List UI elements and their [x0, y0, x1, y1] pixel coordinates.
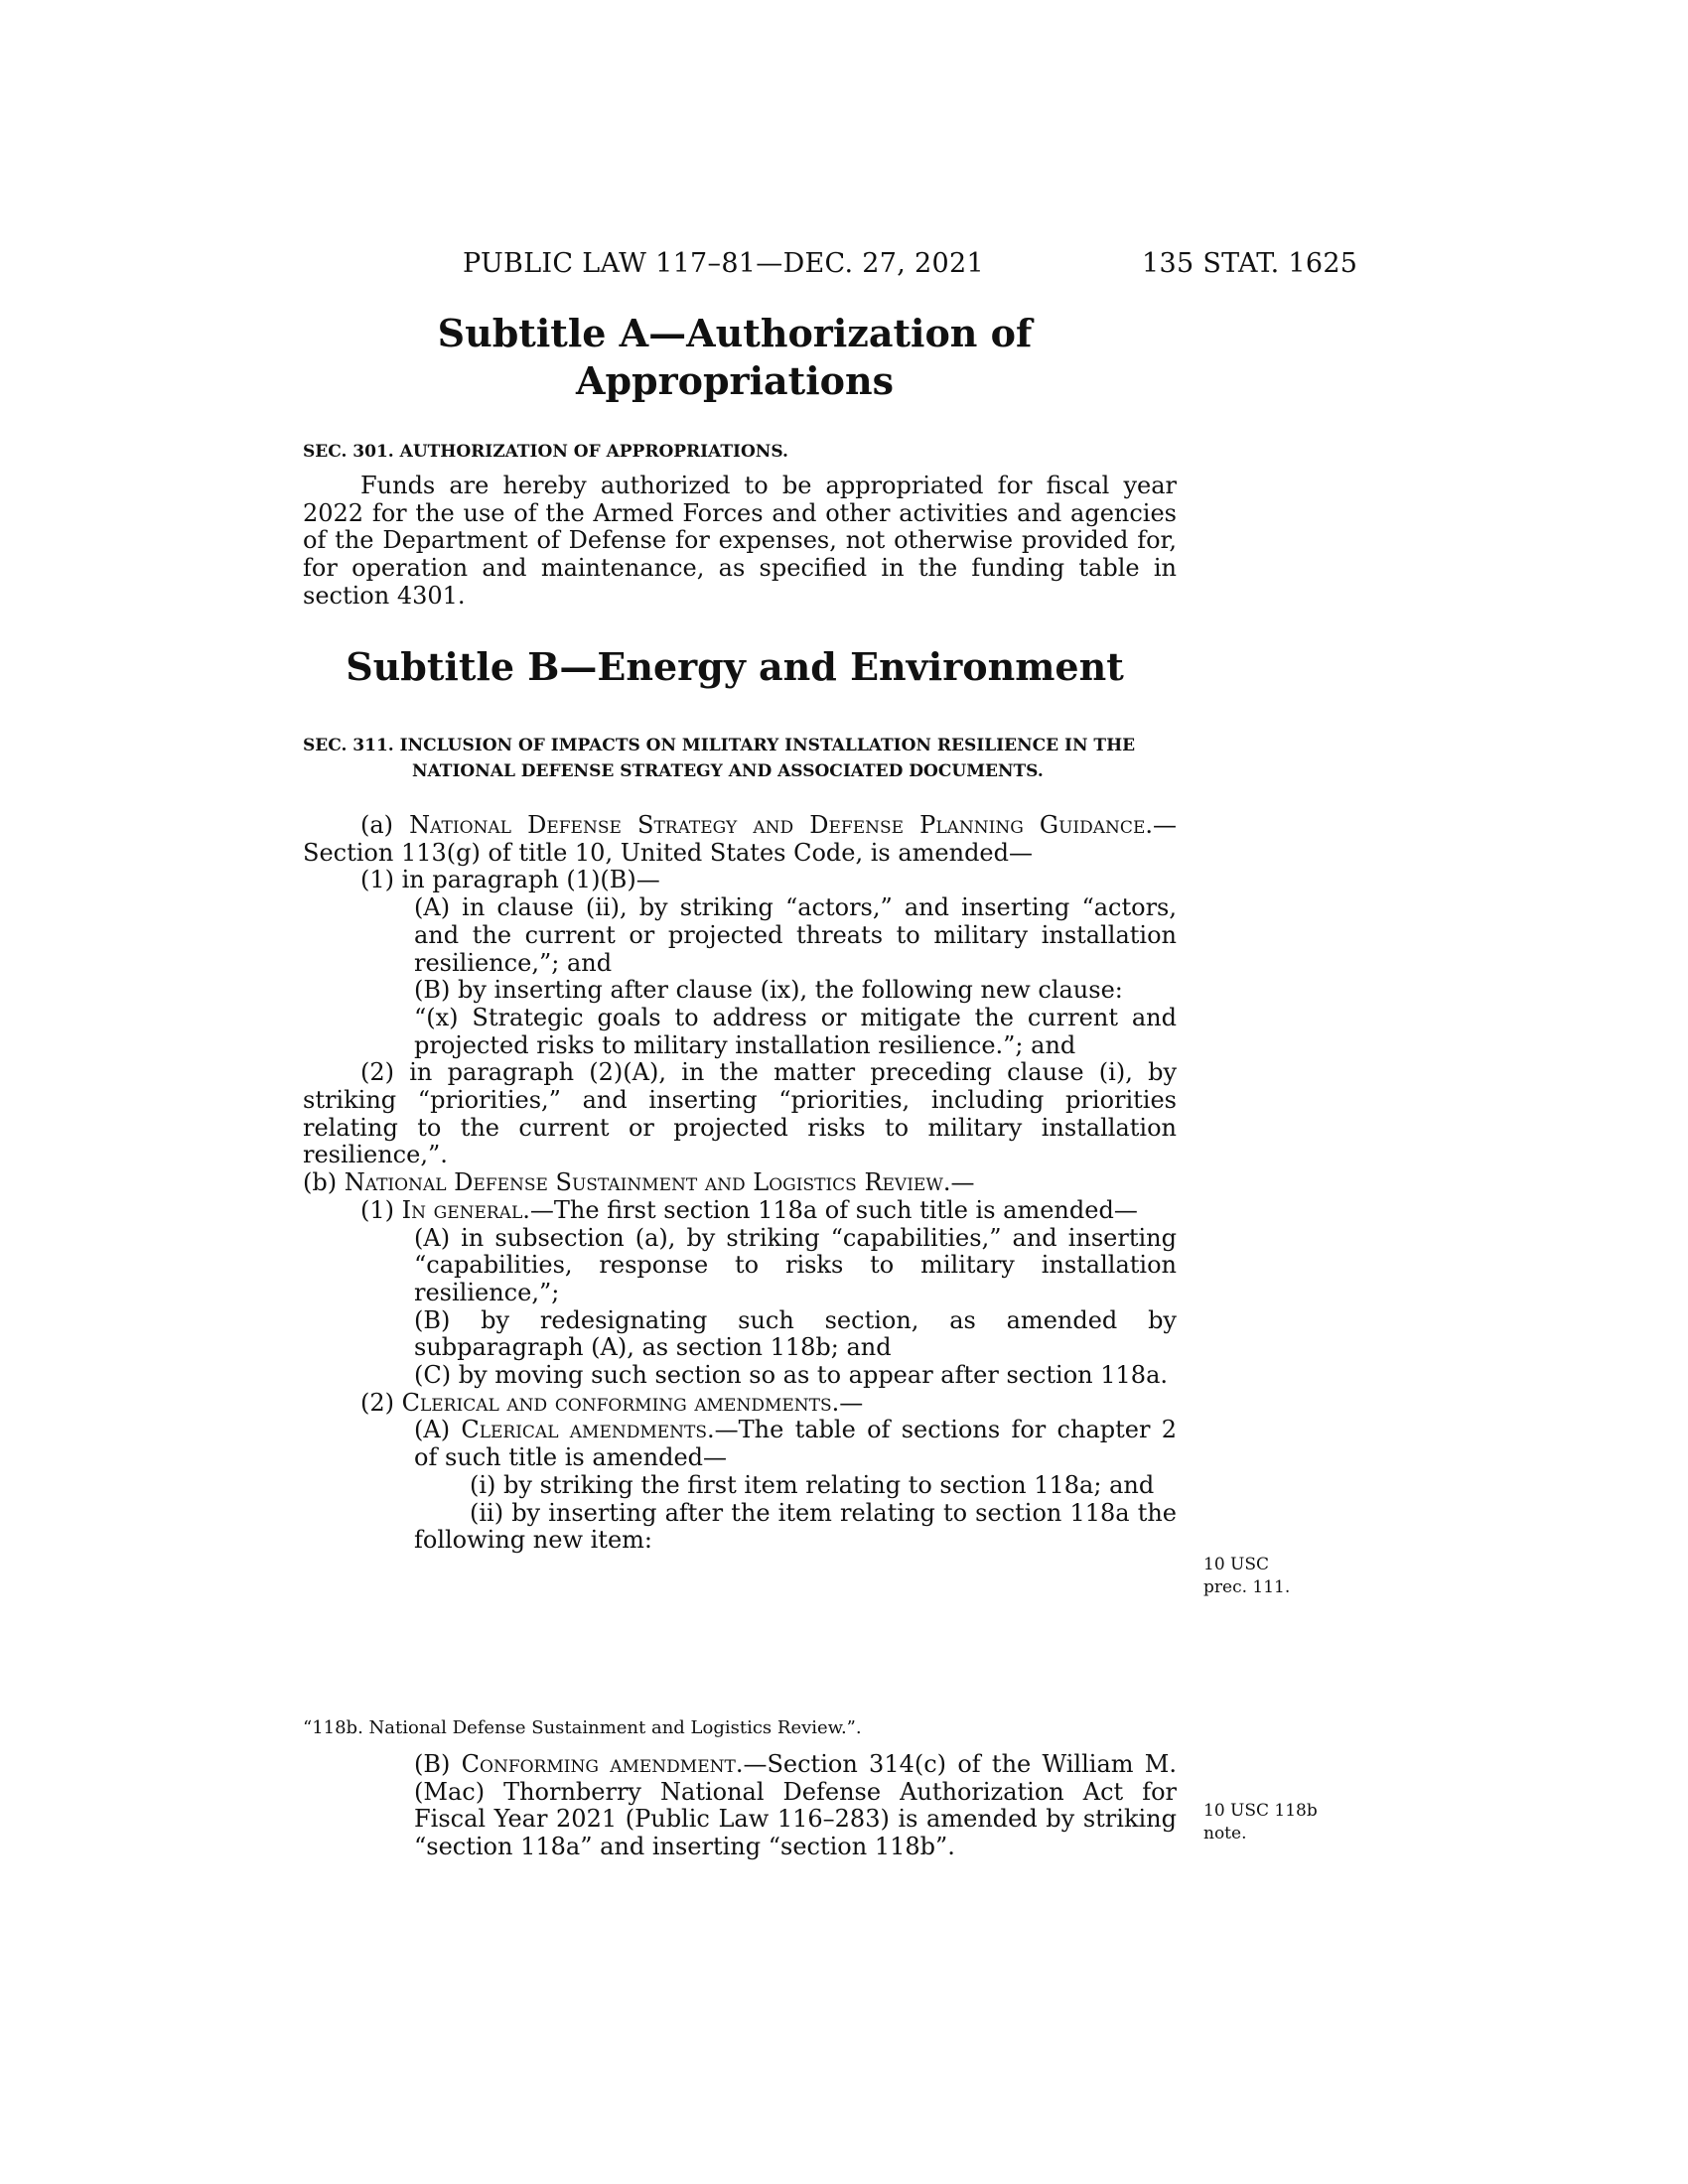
- paragraph-a2: (2) in paragraph (2)(A), in the matter preceding clause (i), by striking “priorities,” and inserting “priorities, including priorities relating to the current or projected risks to military installation resilience,”.: [303, 1058, 1177, 1169]
- subparagraph-b1A: (A) in subsection (a), by striking “capabilities,” and inserting “capabilities, response to risks to military installation resilience,”;: [414, 1223, 1177, 1306]
- paragraph-b2: (2) Clerical and conforming amendments.—: [360, 1388, 864, 1417]
- paragraph-a1: (1) in paragraph (1)(B)—: [360, 866, 660, 894]
- subtitle-b-heading: Subtitle B—Energy and Environment: [346, 644, 1124, 689]
- subparagraph-b2B: (B) Conforming amendment.—Section 314(c) of the William M. (Mac) Thornberry National Defense Authorization Act for Fiscal Year 2021 (Public Law 116–283) is amended by striking “section 118a” and inserting “section 118b”.: [414, 1750, 1177, 1861]
- clause-b2A-ii: (ii) by inserting after the item relating to section 118a the following new item:: [414, 1498, 1177, 1555]
- running-header-law: PUBLIC LAW 117–81—DEC. 27, 2021: [463, 248, 984, 279]
- subparagraph-a1B: (B) by inserting after clause (ix), the following new clause:: [414, 976, 1123, 1005]
- subparagraph-b1B: (B) by redesignating such section, as amended by subparagraph (A), as section 118b; and: [414, 1305, 1177, 1362]
- subparagraph-a1A: (A) in clause (ii), by striking “actors,” and inserting “actors, and the current or projected threats to military installation resilience,”; and: [414, 893, 1177, 977]
- running-header-page-number: 135 STAT. 1625: [1142, 248, 1358, 279]
- subsection-b-caption: National Defense Sustainment and Logistics Review: [344, 1168, 943, 1197]
- section-301-paragraph: Funds are hereby authorized to be appropriated for fiscal year 2022 for the use of the Armed Forces and other activities and agencies of the Department of Defense for expenses, not otherwise provided for, for operation and maintenance, as specified in the funding table in section 4301.: [303, 472, 1177, 610]
- section-311-heading: SEC. 311. INCLUSION OF IMPACTS ON MILITARY INSTALLATION RESILIENCE IN THE NATIONAL DEFENSE STRATEGY AND ASSOCIATED DOCUMENTS.: [303, 736, 1136, 781]
- subsection-a: (a) National Defense Strategy and Defense Planning Guidance.—Section 113(g) of title 10, United States Code, is amended—: [303, 811, 1177, 867]
- paragraph-b1-caption: In general: [401, 1195, 523, 1224]
- clause-b2A-i: (i) by striking the first item relating to section 118a; and: [470, 1470, 1155, 1499]
- subparagraph-b2B-caption: Conforming amendment: [461, 1750, 736, 1778]
- subparagraph-b1C: (C) by moving such section so as to appear after section 118a.: [414, 1361, 1168, 1390]
- subsection-b: (b) National Defense Sustainment and Logistics Review.—: [303, 1168, 975, 1197]
- margin-note-10-usc-prec-111: 10 USC prec. 111.: [1203, 1555, 1291, 1597]
- margin-note-10-usc-118b-note: 10 USC 118b note.: [1203, 1801, 1318, 1843]
- section-311-body-continued: [303, 1751, 1177, 1861]
- section-301-heading: SEC. 301. AUTHORIZATION OF APPROPRIATIONS.: [303, 442, 788, 462]
- section-311-body: [303, 812, 1177, 1555]
- subtitle-a-line1: Subtitle A—Authorization of: [437, 311, 1033, 355]
- section-301-body: [303, 473, 1177, 611]
- subparagraph-b2A: (A) Clerical amendments.—The table of sections for chapter 2 of such title is amended—: [414, 1416, 1177, 1472]
- paragraph-b1: (1) In general.—The first section 118a of such title is amended—: [360, 1195, 1138, 1224]
- subparagraph-b2A-caption: Clerical amendments: [461, 1416, 708, 1444]
- subtitle-a-heading: [298, 310, 1172, 405]
- new-table-item: “118b. National Defense Sustainment and Logistics Review.”.: [303, 1717, 862, 1738]
- subtitle-a-line2: Appropriations: [576, 358, 894, 403]
- clause-x-quote: “(x) Strategic goals to address or mitigate the current and projected risks to military installation resilience.”; and: [414, 1003, 1177, 1059]
- paragraph-b2-caption: Clerical and conforming amendments: [401, 1388, 832, 1417]
- subsection-a-caption: National Defense Strategy and Defense Planning Guidance: [409, 811, 1146, 839]
